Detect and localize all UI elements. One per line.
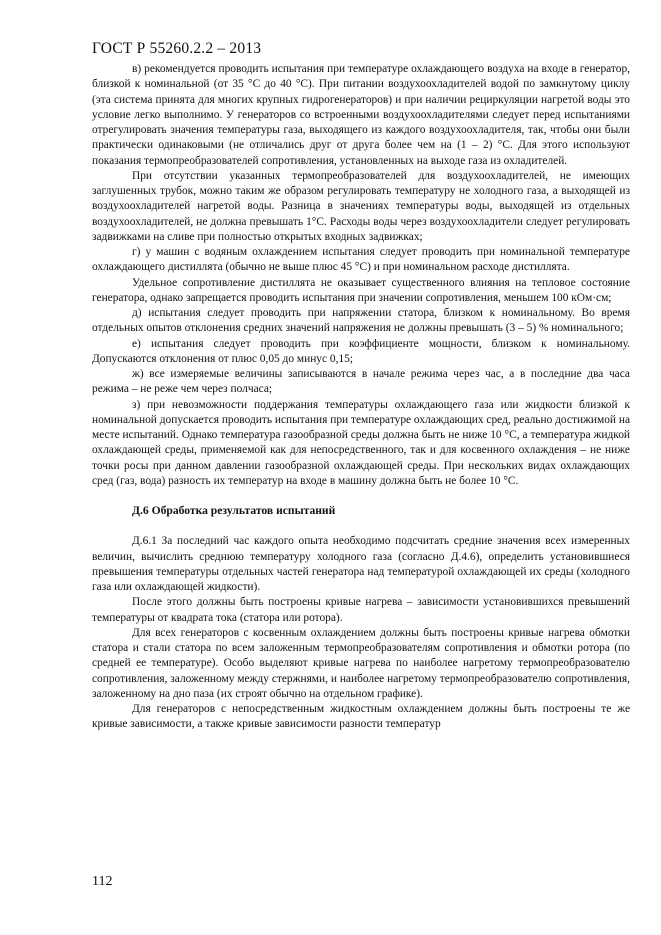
paragraph-direct-cooling: Для генераторов с непосредственным жидкостным охлаждением должны быть построены те же кривые зависимости, а также кривые зависимости разности температур [92, 703, 630, 731]
paragraph-indirect-cooling: Для всех генераторов с косвенным охлаждением должны быть построены кривые нагрева обмотки статора и стали статора по всем заложенным термопреобразователям сопротивления и обмотки ротора (по средней ее температуре). Особо выделяют кривые нагрева по наиболее нагретому термопреобразователю сопротивления, заложенному между стержнями, и наиболее нагретому термопреобразователю сопротивления, заложенному на дно паза (их строят обычно на отдельном графике). [92, 626, 630, 700]
paragraph-d-6-1: Д.6.1 За последний час каждого опыта необходимо подсчитать средние значения всех измеренных величин, вычислить среднюю температуру холодного газа (согласно Д.4.6), определить установившиеся превышения температуры отдельных частей генератора над температурой охлаждающей их среды (холодного газа или охлаждающей жидкости). [92, 535, 630, 593]
paragraph-g: г) у машин с водяным охлаждением испытания следует проводить при номинальной температуре охлаждающего дистиллята (обычно не выше плюс 45 °С) и при номинальном расходе дистиллята. [92, 246, 630, 274]
paragraph-no-sensors: При отсутствии указанных термопреобразователей для воздухоохладителей, не имеющих заглушенных трубок, можно таким же образом регулировать температуру не холодного газа, а выходящей из воздухоохладителей нагретой воды. Разница в значениях температуры воды, выходящей из отдельных воздухоохладителей, не должна превышать 1°С. Расходы воды через воздухоохладители следует регулировать задвижками на сливе при полностью открытых входных задвижках; [92, 169, 630, 243]
paragraph-v: в) рекомендуется проводить испытания при температуре охлаждающего воздуха на входе в генератор, близкой к номинальной (от 35 °С до 40 °С). При питании воздухоохладителей водой по замкнутому циклу (эта система принята для многих крупных гидрогенераторов) и при наличии рециркуляции нагретой воды это условие легко выполнимо. У генераторов со встроенными воздухоохладителями следует перед испытаниями отрегулировать значения температуры газа, выходящего из каждого воздухоохладителя, так, чтобы они были практически одинаковыми (не отличались друг от друга более чем на (1 – 2) °С. Для этого используют показания термопреобразователей сопротивления, установленных на выходе газа из охладителей. [92, 63, 630, 167]
page-number: 112 [92, 874, 113, 889]
document-header: ГОСТ Р 55260.2.2 – 2013 [92, 40, 262, 57]
paragraph-e: е) испытания следует проводить при коэффициенте мощности, близком к номинальному. Допускаются отклонения от плюс 0,05 до минус 0,15; [92, 337, 630, 365]
paragraph-zh: ж) все измеряемые величины записываются в начале режима через час, а в последние два часа режима – не реже чем через полчаса; [92, 368, 630, 396]
paragraph-resistivity: Удельное сопротивление дистиллята не оказывает существенного влияния на тепловое состояние генератора, однако запрещается проводить испытания при значении сопротивления, меньшем 100 кОм·см; [92, 276, 630, 304]
paragraph-d: д) испытания следует проводить при напряжении статора, близком к номинальному. Во время отдельных опытов отклонения средних значений напряжения не должны превышать (3 – 5) % номинального; [92, 307, 630, 335]
section-heading: Д.6 Обработка результатов испытаний [132, 504, 336, 517]
document-body [92, 62, 630, 733]
paragraph-z: з) при невозможности поддержания температуры охлаждающего газа или жидкости близкой к номинальной допускается проводить испытания при температуре охлаждающих сред, реально достижимой на месте испытаний. Однако температура газообразной среды должна быть не ниже 10 °С, а температура жидкой охлаждающей среды, применяемой как для непосредственного, так и для косвенного охлаждения – не ниже точки росы при данном давлении газообразной охлаждающей среды. При нескольких видах охлаждающих сред (газ, вода) разность их температур на входе в машину должна быть не более 10 °С. [92, 398, 631, 487]
paragraph-heating-curves: После этого должны быть построены кривые нагрева – зависимости установившихся превышений температуры от квадрата тока (статора или ротора). [92, 596, 630, 624]
